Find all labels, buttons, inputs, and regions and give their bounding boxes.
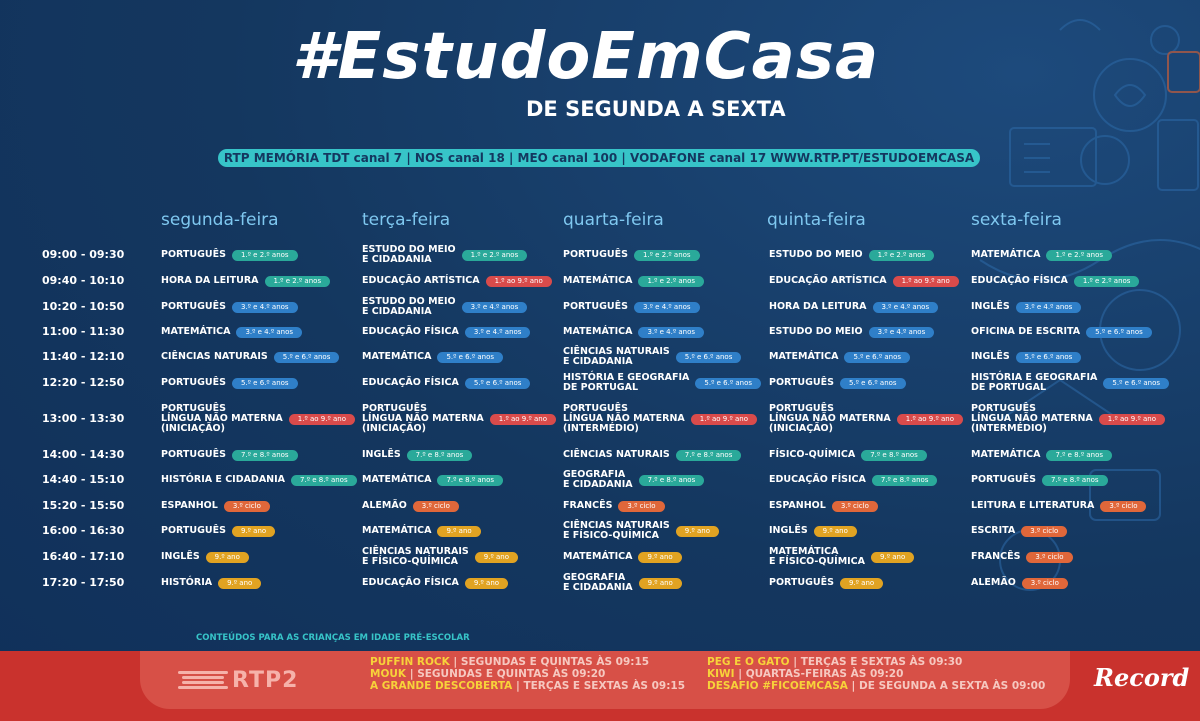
grade-badge: 1.º ao 9.º ano — [1099, 414, 1165, 425]
subject-label: EDUCAÇÃO FÍSICA — [362, 326, 459, 337]
schedule-entry — [161, 492, 270, 520]
schedule-entry — [161, 569, 261, 597]
grade-badge: 3.º ciclo — [618, 501, 664, 512]
footer-program-line — [707, 669, 903, 680]
schedule-entry — [362, 543, 518, 571]
subject-label: ALEMÃO — [971, 577, 1016, 588]
schedule-entry — [769, 492, 878, 520]
grade-badge: 9.º ano — [840, 578, 883, 589]
grade-badge: 3.º e 4.º anos — [638, 327, 704, 338]
schedule-entry — [161, 369, 298, 397]
schedule-entry — [362, 441, 472, 469]
grade-badge: 7.º e 8.º anos — [437, 475, 503, 486]
channels-banner: RTP MEMÓRIA TDT canal 7 | NOS canal 18 | MEO canal 100 | VODAFONE canal 17 WWW.RTP.PT/ESTUDOEMCASA — [218, 149, 980, 167]
grade-badge: 1.º ao 9.º ano — [490, 414, 556, 425]
schedule-entry — [769, 405, 963, 433]
schedule-entry — [161, 293, 298, 321]
program-schedule: | SEGUNDAS E QUINTAS ÀS 09:15 — [449, 656, 650, 668]
grade-badge: 7.º e 8.º anos — [676, 450, 742, 461]
grade-badge: 9.º ano — [232, 526, 275, 537]
schedule-entry — [971, 369, 1169, 397]
schedule-entry — [769, 369, 906, 397]
schedule-entry — [563, 318, 704, 346]
subject-label: HISTÓRIA E CIDADANIA — [161, 474, 286, 485]
schedule-entry — [161, 241, 298, 269]
page-subtitle: DE SEGUNDA A SEXTA — [526, 97, 786, 121]
subject-label: HISTÓRIA E GEOGRAFIA DE PORTUGAL — [971, 372, 1098, 393]
subject-label: HORA DA LEITURA — [769, 301, 867, 312]
schedule-entry — [362, 293, 527, 321]
subject-label: PORTUGUÊS — [563, 301, 628, 312]
schedule-entry — [362, 241, 527, 269]
schedule-entry — [971, 293, 1081, 321]
subject-label: MATEMÁTICA — [362, 351, 432, 362]
subject-label: CIÊNCIAS NATURAIS E FÍSICO-QUÍMICA — [563, 520, 670, 541]
grade-badge: 1.º e 2.º anos — [634, 250, 700, 261]
schedule-entry — [362, 343, 503, 371]
schedule-entry — [971, 466, 1108, 494]
schedule-entry — [769, 543, 914, 571]
subject-label: INGLÊS — [161, 551, 200, 562]
grade-badge: 1.º e 2.º anos — [1046, 250, 1112, 261]
program-schedule: | TERÇAS E SEXTAS ÀS 09:30 — [789, 656, 963, 668]
program-name: MOUK — [370, 668, 407, 680]
time-slot: 09:00 - 09:30 — [42, 248, 125, 261]
grade-badge: 5.º e 6.º anos — [1016, 352, 1082, 363]
footer-program-line — [370, 657, 649, 668]
subject-label: PORTUGUÊS LÍNGUA NÃO MATERNA (INTERMÉDIO) — [563, 403, 685, 434]
schedule-entry — [563, 492, 665, 520]
grade-badge: 7.º e 8.º anos — [407, 450, 473, 461]
program-schedule: | TERÇAS E SEXTAS ÀS 09:15 — [512, 680, 686, 692]
schedule-entry — [161, 318, 302, 346]
schedule-entry — [563, 405, 757, 433]
subject-label: GEOGRAFIA E CIDADANIA — [563, 572, 633, 593]
time-slot: 13:00 - 13:30 — [42, 412, 125, 425]
grade-badge: 9.º ano — [814, 526, 857, 537]
rtp-stripes-icon — [178, 669, 228, 691]
grade-badge: 5.º e 6.º anos — [274, 352, 340, 363]
schedule-entry — [362, 517, 481, 545]
time-slot: 14:00 - 14:30 — [42, 448, 125, 461]
subject-label: CIÊNCIAS NATURAIS E FÍSICO-QUÍMICA — [362, 546, 469, 567]
subject-label: MATEMÁTICA — [362, 474, 432, 485]
schedule-entry — [161, 543, 249, 571]
subject-label: EDUCAÇÃO FÍSICA — [971, 275, 1068, 286]
schedule-entry — [161, 405, 355, 433]
grade-badge: 1.º ao 9.º ano — [486, 276, 552, 287]
grade-badge: 5.º e 6.º anos — [844, 352, 910, 363]
program-name: A GRANDE DESCOBERTA — [370, 680, 513, 692]
schedule-entry — [362, 492, 459, 520]
schedule-entry — [769, 517, 857, 545]
program-name: KIWI — [707, 668, 735, 680]
grade-badge: 9.º ano — [638, 552, 681, 563]
grade-badge: 7.º e 8.º anos — [1046, 450, 1112, 461]
grade-badge: 7.º e 8.º anos — [232, 450, 298, 461]
subject-label: EDUCAÇÃO ARTÍSTICA — [362, 275, 480, 286]
time-slot: 09:40 - 10:10 — [42, 274, 125, 287]
program-schedule: | SEGUNDAS E QUINTAS ÀS 09:20 — [406, 668, 606, 680]
footer-program-line — [707, 681, 1045, 692]
subject-label: FRANCÊS — [563, 500, 613, 511]
subject-label: CIÊNCIAS NATURAIS — [161, 351, 268, 362]
schedule-entry — [769, 318, 934, 346]
grade-badge: 5.º e 6.º anos — [437, 352, 503, 363]
schedule-entry — [769, 466, 937, 494]
schedule-entry — [769, 569, 883, 597]
day-header-tuesday: terça-feira — [362, 210, 451, 230]
schedule-entry — [362, 466, 503, 494]
subject-label: FRANCÊS — [971, 551, 1021, 562]
subject-label: OFICINA DE ESCRITA — [971, 326, 1081, 337]
time-slot: 11:40 - 12:10 — [42, 350, 125, 363]
grade-badge: 3.º e 4.º anos — [869, 327, 935, 338]
schedule-entry — [769, 267, 959, 295]
grade-badge: 9.º ano — [639, 578, 682, 589]
grade-badge: 3.º e 4.º anos — [873, 302, 939, 313]
program-name: PUFFIN ROCK — [370, 656, 450, 668]
grade-badge: 1.º ao 9.º ano — [897, 414, 963, 425]
subject-label: INGLÊS — [769, 525, 808, 536]
schedule-entry — [161, 343, 339, 371]
schedule-entry — [971, 343, 1081, 371]
schedule-entry — [161, 441, 298, 469]
day-header-monday: segunda-feira — [161, 210, 279, 230]
schedule-entry — [362, 318, 530, 346]
grade-badge: 3.º ciclo — [1022, 578, 1068, 589]
rtp2-logo — [178, 667, 298, 693]
time-slot: 17:20 - 17:50 — [42, 576, 125, 589]
subject-label: MATEMÁTICA — [161, 326, 231, 337]
schedule-entry — [769, 441, 927, 469]
schedule-entry — [971, 543, 1073, 571]
grade-badge: 5.º e 6.º anos — [676, 352, 742, 363]
grade-badge: 7.º e 8.º anos — [639, 475, 705, 486]
grade-badge: 9.º ano — [206, 552, 249, 563]
grade-badge: 7.º e 8.º anos — [1042, 475, 1108, 486]
subject-label: MATEMÁTICA E FÍSICO-QUÍMICA — [769, 546, 866, 567]
schedule-entry — [161, 466, 357, 494]
grade-badge: 3.º e 4.º anos — [465, 327, 531, 338]
subject-label: ESPANHOL — [161, 500, 218, 511]
schedule-entry — [971, 267, 1139, 295]
subject-label: HISTÓRIA E GEOGRAFIA DE PORTUGAL — [563, 372, 690, 393]
day-header-wednesday: quarta-feira — [563, 210, 664, 230]
time-slot: 11:00 - 11:30 — [42, 325, 125, 338]
subject-label: ESCRITA — [971, 525, 1016, 536]
subject-label: PORTUGUÊS — [161, 525, 226, 536]
schedule-entry — [971, 492, 1146, 520]
grade-badge: 7.º e 8.º anos — [861, 450, 927, 461]
subject-label: ESTUDO DO MEIO E CIDADANIA — [362, 296, 456, 317]
subject-label: PORTUGUÊS LÍNGUA NÃO MATERNA (INICIAÇÃO) — [161, 403, 283, 434]
preschool-label: CONTEÚDOS PARA AS CRIANÇAS EM IDADE PRÉ-ESCOLAR — [196, 633, 470, 643]
schedule-entry — [769, 241, 934, 269]
record-logo[interactable]: Record — [1094, 663, 1190, 692]
subject-label: ALEMÃO — [362, 500, 407, 511]
grade-badge: 5.º e 6.º anos — [1103, 378, 1169, 389]
program-schedule: | DE SEGUNDA A SEXTA ÀS 09:00 — [847, 680, 1046, 692]
grade-badge: 5.º e 6.º anos — [1086, 327, 1152, 338]
subject-label: ESTUDO DO MEIO — [769, 326, 863, 337]
subject-label: CIÊNCIAS NATURAIS — [563, 449, 670, 460]
grade-badge: 3.º e 4.º anos — [1016, 302, 1082, 313]
time-slot: 16:00 - 16:30 — [42, 524, 125, 537]
page-title: #EstudoEmCasa — [292, 20, 880, 94]
schedule-entry — [362, 405, 556, 433]
schedule-entry — [563, 343, 741, 371]
subject-label: FÍSICO-QUÍMICA — [769, 449, 856, 460]
schedule-entry — [971, 405, 1165, 433]
subject-label: INGLÊS — [362, 449, 401, 460]
subject-label: MATEMÁTICA — [769, 351, 839, 362]
grade-badge: 1.º e 2.º anos — [869, 250, 935, 261]
schedule-entry — [362, 369, 530, 397]
grade-badge: 1.º ao 9.º ano — [691, 414, 757, 425]
grade-badge: 5.º e 6.º anos — [695, 378, 761, 389]
grade-badge: 3.º ciclo — [1021, 526, 1067, 537]
grade-badge: 9.º ano — [218, 578, 261, 589]
subject-label: PORTUGUÊS LÍNGUA NÃO MATERNA (INTERMÉDIO) — [971, 403, 1093, 434]
grade-badge: 3.º e 4.º anos — [634, 302, 700, 313]
schedule-entry — [971, 318, 1152, 346]
subject-label: PORTUGUÊS — [161, 377, 226, 388]
grade-badge: 1.º e 2.º anos — [1074, 276, 1140, 287]
time-slot: 12:20 - 12:50 — [42, 376, 125, 389]
schedule-entry — [971, 441, 1112, 469]
grade-badge: 3.º ciclo — [224, 501, 270, 512]
grade-badge: 5.º e 6.º anos — [465, 378, 531, 389]
time-slot: 14:40 - 15:10 — [42, 473, 125, 486]
subject-label: HORA DA LEITURA — [161, 275, 259, 286]
schedule-entry — [563, 293, 700, 321]
subject-label: EDUCAÇÃO FÍSICA — [362, 577, 459, 588]
footer-program-line — [707, 657, 962, 668]
grade-badge: 7.º e 8.º anos — [291, 475, 357, 486]
subject-label: ESPANHOL — [769, 500, 826, 511]
grade-badge: 3.º e 4.º anos — [236, 327, 302, 338]
day-header-thursday: quinta-feira — [767, 210, 866, 230]
schedule-entry — [971, 517, 1067, 545]
time-slot: 15:20 - 15:50 — [42, 499, 125, 512]
subject-label: PORTUGUÊS — [971, 474, 1036, 485]
schedule-entry — [161, 517, 275, 545]
subject-label: PORTUGUÊS — [769, 577, 834, 588]
subject-label: PORTUGUÊS — [563, 249, 628, 260]
subject-label: GEOGRAFIA E CIDADANIA — [563, 469, 633, 490]
rtp2-label: RTP2 — [232, 667, 299, 693]
subject-label: PORTUGUÊS LÍNGUA NÃO MATERNA (INICIAÇÃO) — [769, 403, 891, 434]
program-name: DESAFIO #FICOEMCASA — [707, 680, 848, 692]
footer-program-line — [370, 669, 605, 680]
program-schedule: | QUARTAS-FEIRAS ÀS 09:20 — [734, 668, 904, 680]
grade-badge: 3.º ciclo — [1026, 552, 1072, 563]
grade-badge: 9.º ano — [871, 552, 914, 563]
grade-badge: 5.º e 6.º anos — [232, 378, 298, 389]
subject-label: HISTÓRIA — [161, 577, 213, 588]
schedule-entry — [563, 466, 704, 494]
subject-label: PORTUGUÊS LÍNGUA NÃO MATERNA (INICIAÇÃO) — [362, 403, 484, 434]
subject-label: MATEMÁTICA — [362, 525, 432, 536]
schedule-entry — [563, 569, 682, 597]
subject-label: EDUCAÇÃO ARTÍSTICA — [769, 275, 887, 286]
schedule-entry — [563, 267, 704, 295]
grade-badge: 3.º ciclo — [832, 501, 878, 512]
subject-label: PORTUGUÊS — [161, 249, 226, 260]
grade-badge: 9.º ano — [475, 552, 518, 563]
grade-badge: 1.º e 2.º anos — [638, 276, 704, 287]
subject-label: ESTUDO DO MEIO — [769, 249, 863, 260]
schedule-entry — [563, 441, 741, 469]
schedule-entry — [362, 569, 508, 597]
grade-badge: 1.º e 2.º anos — [232, 250, 298, 261]
subject-label: INGLÊS — [971, 301, 1010, 312]
program-name: PEG E O GATO — [707, 656, 790, 668]
subject-label: PORTUGUÊS — [161, 449, 226, 460]
subject-label: EDUCAÇÃO FÍSICA — [362, 377, 459, 388]
schedule-entry — [769, 343, 910, 371]
schedule-entry — [563, 517, 719, 545]
subject-label: MATEMÁTICA — [971, 449, 1041, 460]
grade-badge: 1.º ao 9.º ano — [289, 414, 355, 425]
schedule-entry — [161, 267, 330, 295]
day-header-friday: sexta-feira — [971, 210, 1062, 230]
grade-badge: 1.º e 2.º anos — [265, 276, 331, 287]
schedule-entry — [971, 241, 1112, 269]
subject-label: MATEMÁTICA — [563, 551, 633, 562]
grade-badge: 3.º e 4.º anos — [232, 302, 298, 313]
schedule-entry — [563, 543, 682, 571]
subject-label: PORTUGUÊS — [769, 377, 834, 388]
subject-label: CIÊNCIAS NATURAIS E CIDADANIA — [563, 346, 670, 367]
grade-badge: 9.º ano — [676, 526, 719, 537]
grade-badge: 5.º e 6.º anos — [840, 378, 906, 389]
grade-badge: 3.º ciclo — [413, 501, 459, 512]
schedule-entry — [563, 369, 761, 397]
grade-badge: 3.º e 4.º anos — [462, 302, 528, 313]
grade-badge: 1.º ao 9.º ano — [893, 276, 959, 287]
subject-label: MATEMÁTICA — [971, 249, 1041, 260]
grade-badge: 3.º ciclo — [1100, 501, 1146, 512]
footer-program-line — [370, 681, 685, 692]
grade-badge: 1.º e 2.º anos — [462, 250, 528, 261]
subject-label: ESTUDO DO MEIO E CIDADANIA — [362, 244, 456, 265]
grade-badge: 9.º ano — [465, 578, 508, 589]
grade-badge: 9.º ano — [437, 526, 480, 537]
time-slot: 10:20 - 10:50 — [42, 300, 125, 313]
subject-label: PORTUGUÊS — [161, 301, 226, 312]
schedule-entry — [362, 267, 552, 295]
subject-label: MATEMÁTICA — [563, 326, 633, 337]
time-slot: 16:40 - 17:10 — [42, 550, 125, 563]
schedule-entry — [563, 241, 700, 269]
subject-label: INGLÊS — [971, 351, 1010, 362]
footer-band — [0, 651, 1200, 721]
subject-label: EDUCAÇÃO FÍSICA — [769, 474, 866, 485]
grade-badge: 7.º e 8.º anos — [872, 475, 938, 486]
schedule-entry — [769, 293, 938, 321]
schedule-entry — [971, 569, 1068, 597]
subject-label: MATEMÁTICA — [563, 275, 633, 286]
subject-label: LEITURA E LITERATURA — [971, 500, 1095, 511]
